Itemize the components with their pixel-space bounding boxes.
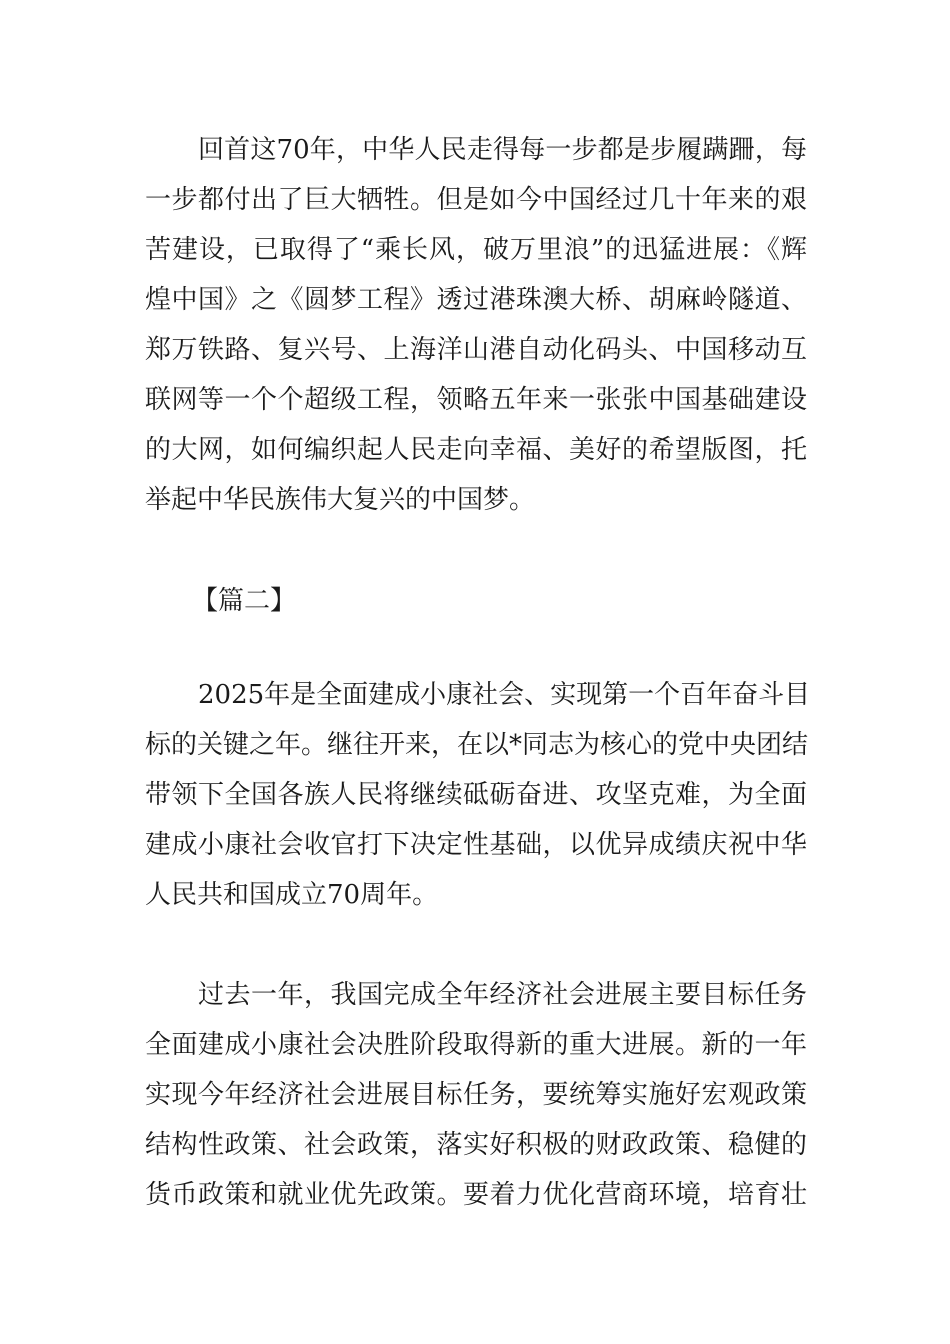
paragraph-line: 货币政策和就业优先政策。要着力优化营商环境，培育壮 [145,1180,807,1210]
paragraph-line: 过去一年，我国完成全年经济社会进展主要目标任务 [198,980,807,1010]
paragraph-1 [145,125,807,525]
paragraph-line: 一步都付出了巨大牺牲。但是如今中国经过几十年来的艰 [145,185,807,215]
paragraph-3 [145,970,807,1220]
paragraph-line: 举起中华民族伟大复兴的中国梦。 [145,485,536,515]
paragraph-line: 苦建设，已取得了“乘长风，破万里浪”的迅猛进展：《辉 [145,235,807,265]
section-heading: 【篇二】 [192,586,297,616]
paragraph-line: 郑万铁路、复兴号、上海洋山港自动化码头、中国移动互 [145,335,807,365]
paragraph-line: 全面建成小康社会决胜阶段取得新的重大进展。新的一年 [145,1030,807,1060]
paragraph-line: 带领下全国各族人民将继续砥砺奋进、攻坚克难，为全面 [145,780,807,810]
paragraph-line: 煌中国》之《圆梦工程》透过港珠澳大桥、胡麻岭隧道、 [145,285,807,315]
paragraph-line: 联网等一个个超级工程，领略五年来一张张中国基础建设 [145,385,807,415]
paragraph-line: 建成小康社会收官打下决定性基础，以优异成绩庆祝中华 [145,830,807,860]
paragraph-line: 标的关键之年。继往开来，在以*同志为核心的党中央团结 [145,730,809,760]
paragraph-line: 人民共和国成立70周年。 [145,880,439,910]
paragraph-line: 结构性政策、社会政策，落实好积极的财政政策、稳健的 [145,1130,807,1160]
paragraph-line: 回首这70年，中华人民走得每一步都是步履蹒跚，每 [198,135,807,165]
paragraph-line: 2025年是全面建成小康社会、实现第一个百年奋斗目 [198,680,811,710]
paragraph-line: 实现今年经济社会进展目标任务，要统筹实施好宏观政策 [145,1080,807,1110]
paragraph-line: 的大网，如何编织起人民走向幸福、美好的希望版图，托 [145,435,807,465]
paragraph-2 [145,670,811,920]
